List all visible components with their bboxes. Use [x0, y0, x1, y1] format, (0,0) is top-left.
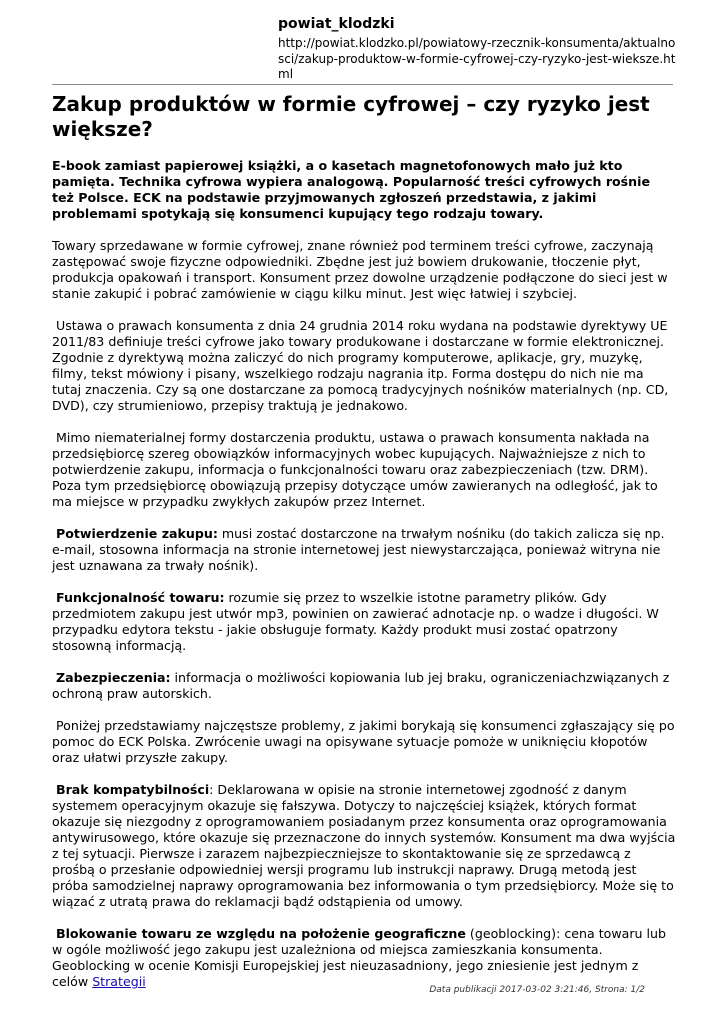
functionality-text: rozumie się przez to wszelkie istotne parametry plików. Gdy przedmiotem zakupu jest utwór mp3, powinien on zawierać adnotacje np. o wadze i długości. W przypadku edytora tekstu - jakie obsługuje formaty. Każdy produkt musi zostać opatrzony stosowną informacją. [52, 590, 659, 653]
paragraph-functionality [52, 590, 676, 654]
confirmation-text: musi zostać dostarczone na trwałym nośniku (do takich zalicza się np. e-mail, stosowna informacja na stronie internetowej jest niewystarczająca, ponieważ witryna nie jest uznawana za trwały nośnik). [52, 526, 665, 573]
article-title: Zakup produktów w formie cyfrowej – czy ryzyko jest większe? [52, 92, 650, 141]
article-lead: E-book zamiast papierowej książki, a o kasetach magnetofonowych mało już kto pamięta. Technika cyfrowa wypiera analogową. Popularność treści cyfrowych rośnie też Polsce. ECK na podstawie przyjmowanych zgłoszeń przedstawia, z jakimi problemami spotykają się konsumenci kupujący tego rodzaju towary. [52, 158, 650, 221]
publication-footer: Data publikacji 2017-03-02 3:21:46, Strona: 1/2 [429, 985, 645, 995]
paragraph-intro: Towary sprzedawane w formie cyfrowej, znane również pod terminem treści cyfrowe, zaczynają zastępować swoje fizyczne odpowiedniki. Zbędne jest już bowiem drukowanie, tłoczenie płyt, produkcja opakowań i transport. Konsument przez dowolne urządzenie podłączone do sieci jest w stanie zakupić i pobrać zamówienie w ciągu kilku minut. Jest więc łatwiej i szybciej. [52, 238, 668, 301]
paragraph-geoblocking [52, 926, 676, 990]
functionality-label: Funkcjonalność towaru: [56, 590, 225, 605]
geoblocking-label: Blokowanie towaru ze względu na położenie geograficzne [56, 926, 466, 941]
strategy-link[interactable]: Strategii [92, 974, 146, 989]
paragraph-obligations: Mimo niematerialnej formy dostarczenia produktu, ustawa o prawach konsumenta nakłada na przedsiębiorcę szereg obowiązków informacyjnych wobec kupujących. Najważniejsze z nich to potwierdzenie zakupu, informacja o funkcjonalności towaru oraz zabezpieczeniach (tzw. DRM). Poza tym przedsiębiorcę obowiązują przepisy dotyczące umów zawieranych na odległość, jak to ma miejsce w przypadku zwykłych zakupów przez Internet. [52, 430, 658, 509]
paragraph-law: Ustawa o prawach konsumenta z dnia 24 grudnia 2014 roku wydana na podstawie dyrektywy UE 2011/83 definiuje treści cyfrowe jako towary produkowane i dostarczane w formie elektronicznej. Zgodnie z dyrektywą można zaliczyć do nich programy komputerowe, aplikacje, gry, muzykę, filmy, tekst mówiony i pisany, wszelkiego rodzaju nagrania itp. Forma dostępu do nich nie ma tutaj znaczenia. Czy są one dostarczane za pomocą tradycyjnych nośników materialnych (np. CD, DVD), czy strumieniowo, przepisy traktują je jednakowo. [52, 318, 669, 413]
compatibility-text: : Deklarowana w opisie na stronie internetowej zgodność z danym systemem operacyjnym okazuje się fałszywa. Dotyczy to najczęściej książek, których format okazuje się niezgodny z oprogramowaniem posiadanym przez konsumenta oraz oprogramowania antywirusowego, które okazuje się przeznaczone do innych systemów. Konsument ma dwa wyjścia z tej sytuacji. Pierwsze i zarazem najbezpieczniejsze to skontaktowanie się ze sprzedawcą z prośbą o przesłanie odpowiedniej wersji programu lub instrukcji naprawy. Drugą metodą jest próba samodzielnej naprawy oprogramowania bez informowania o tym przedsiębiorcy. Może się to wiązać z utratą prawa do reklamacji bądź odstąpienia od umowy. [52, 782, 676, 909]
paragraph-problems-intro: Poniżej przedstawiamy najczęstsze problemy, z jakimi borykają się konsumenci zgłaszający się po pomoc do ECK Polska. Zwrócenie uwagi na opisywane sytuacje pomoże w uniknięciu kłopotów oraz ułatwi przyszłe zakupy. [52, 718, 675, 765]
site-name: powiat_klodzki [278, 16, 395, 32]
document-header [278, 16, 678, 83]
header-divider [52, 84, 673, 85]
compatibility-label: Brak kompatybilności [56, 782, 210, 797]
security-label: Zabezpieczenia: [56, 670, 171, 685]
paragraph-security [52, 670, 676, 702]
paragraph-confirmation [52, 526, 676, 574]
confirmation-label: Potwierdzenie zakupu: [56, 526, 218, 541]
security-text: informacja o możliwości kopiowania lub jej braku, ograniczeniachzwiązanych z ochroną praw autorskich. [52, 670, 670, 701]
paragraph-compatibility [52, 782, 676, 910]
source-url[interactable]: http://powiat.klodzko.pl/powiatowy-rzecznik-konsumenta/aktualnosci/zakup-produktow-w-formie-cyfrowej-czy-ryzyko-jest-wieksze.html [278, 36, 676, 81]
geoblocking-text: (geoblocking): cena towaru lub w ogóle możliwość jego zakupu jest uzależniona od miejsca zamieszkania konsumenta. Geoblocking w ocenie Komisji Europejskiej jest nieuzasadniony, jego zniesienie jest jednym z celów [52, 926, 667, 989]
article-body [52, 92, 676, 1006]
